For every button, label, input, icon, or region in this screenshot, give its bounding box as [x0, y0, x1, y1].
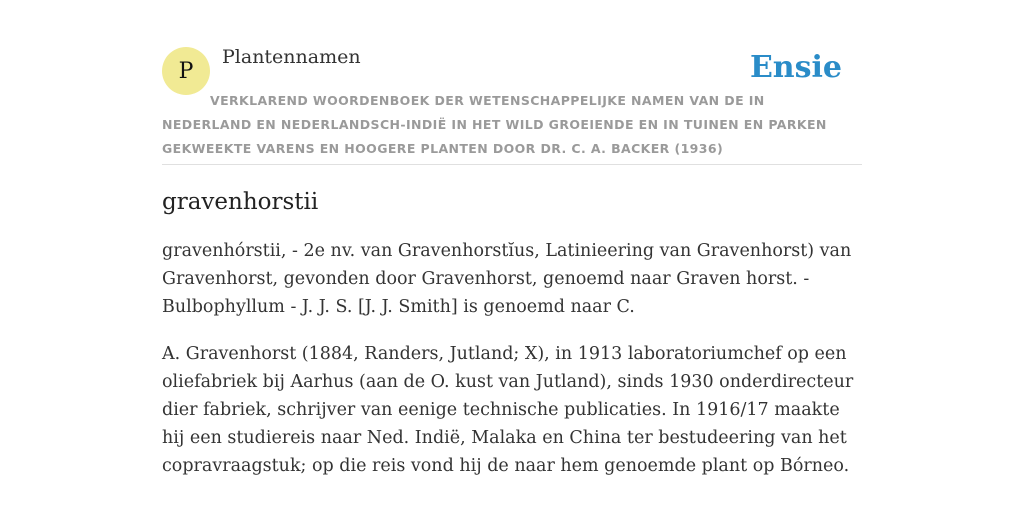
- avatar-letter: P: [178, 58, 194, 84]
- entry-paragraph-2: A. Gravenhorst (1884, Randers, Jutland; X), in 1913 laboratoriumchef op een oliefabriek bij Aarhus (aan de O. kust van Jutland), sinds 1930 onderdirecteur dier fabriek, schrijver van eenige technische publicaties. In 1916/17 maakte hij een studiereis naar Ned. Indië, Malaka en China ter bestudeering van het copravraagstuk; op die reis vond hij de naar hem genoemde plant op Bórneo.: [162, 344, 854, 476]
- entry-paragraph-1: gravenhórstii, - 2e nv. van Gravenhorstĭus, Latinieering van Gravenhorst) van Gravenhorst, gevonden door Gravenhorst, genoemd naar Graven horst. - Bulbophyllum - J. J. S. [J. J. Smith] is genoemd naar C.: [162, 241, 852, 317]
- dictionary-name-link[interactable]: Plantennamen: [222, 46, 361, 68]
- dictionary-header: [162, 44, 862, 165]
- dictionary-subtitle: VERKLAREND WOORDENBOEK DER WETENSCHAPPELIJKE NAMEN VAN DE IN NEDERLAND EN NEDERLANDSCH-INDIË IN HET WILD GROEIENDE EN IN TUINEN EN PARKEN GEKWEEKTE VARENS EN HOOGERE PLANTEN DOOR DR. C. A. BACKER (1936): [162, 93, 827, 156]
- dictionary-avatar[interactable]: [162, 47, 210, 95]
- entry-title: gravenhorstii: [162, 189, 319, 215]
- ensie-logo[interactable]: Ensie: [749, 50, 842, 85]
- page-container: [162, 44, 862, 480]
